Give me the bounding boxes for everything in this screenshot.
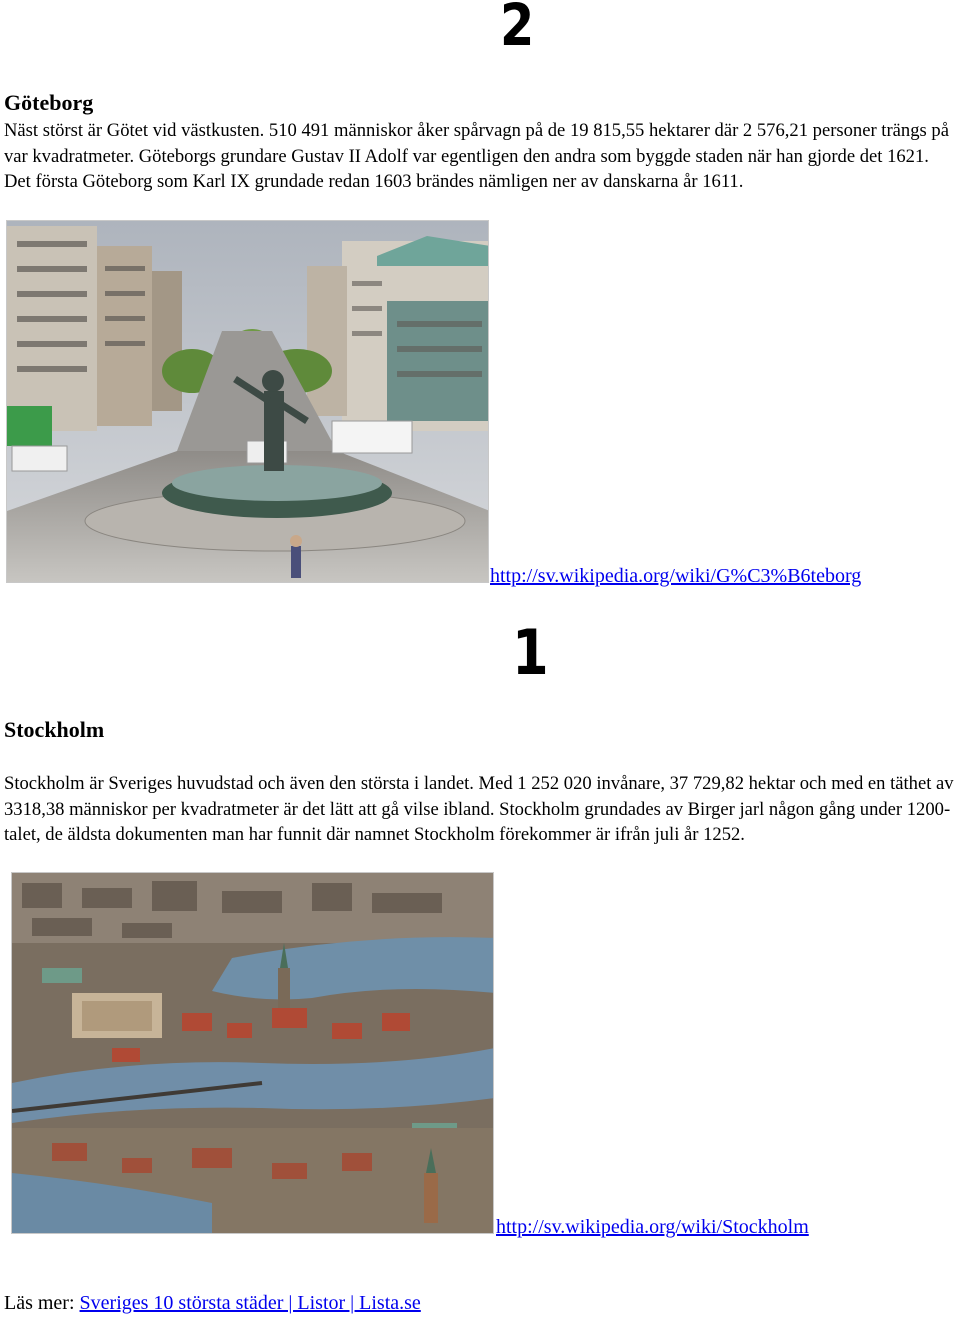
goteborg-photo — [6, 220, 489, 583]
read-more-footer — [4, 1292, 421, 1315]
section-title-stockholm: Stockholm — [4, 717, 105, 742]
rank-number-2: 2 — [500, 0, 535, 59]
rank-number-1: 1 — [512, 616, 549, 689]
stockholm-photo — [11, 872, 494, 1234]
section-paragraph-goteborg: Näst störst är Götet vid västkusten. 510 491 människor åker spårvagn på de 19 815,55 hektarer där 2 576,21 personer trängs på var kvadratmeter. Göteborgs grundare Gustav II Adolf var egentligen den andra som byggde staden när han gjorde det 1621. Det första Göteborg som Karl IX grundade redan 1603 brändes nämligen ner av danskarna år 1611. — [4, 120, 949, 192]
section-title-goteborg: Göteborg — [4, 90, 94, 115]
section-paragraph-stockholm: Stockholm är Sveriges huvudstad och även den största i landet. Med 1 252 020 invånare, 37 729,82 hektar och med en täthet av 3318,38 människor per kvadratmeter är det lätt att gå vilse ibland. Stockholm grundades av Birger jarl någon gång under 1200-talet, de äldsta dokumenten man har funnit där namnet Stockholm förekommer är ifrån juli år 1252. — [4, 773, 954, 845]
source-link-goteborg[interactable]: http://sv.wikipedia.org/wiki/G%C3%B6teborg — [490, 565, 862, 587]
read-more-label: Läs mer: — [4, 1292, 75, 1314]
read-more-link[interactable]: Sveriges 10 största städer | Listor | Lista.se — [79, 1292, 421, 1314]
source-link-stockholm[interactable]: http://sv.wikipedia.org/wiki/Stockholm — [496, 1216, 809, 1238]
